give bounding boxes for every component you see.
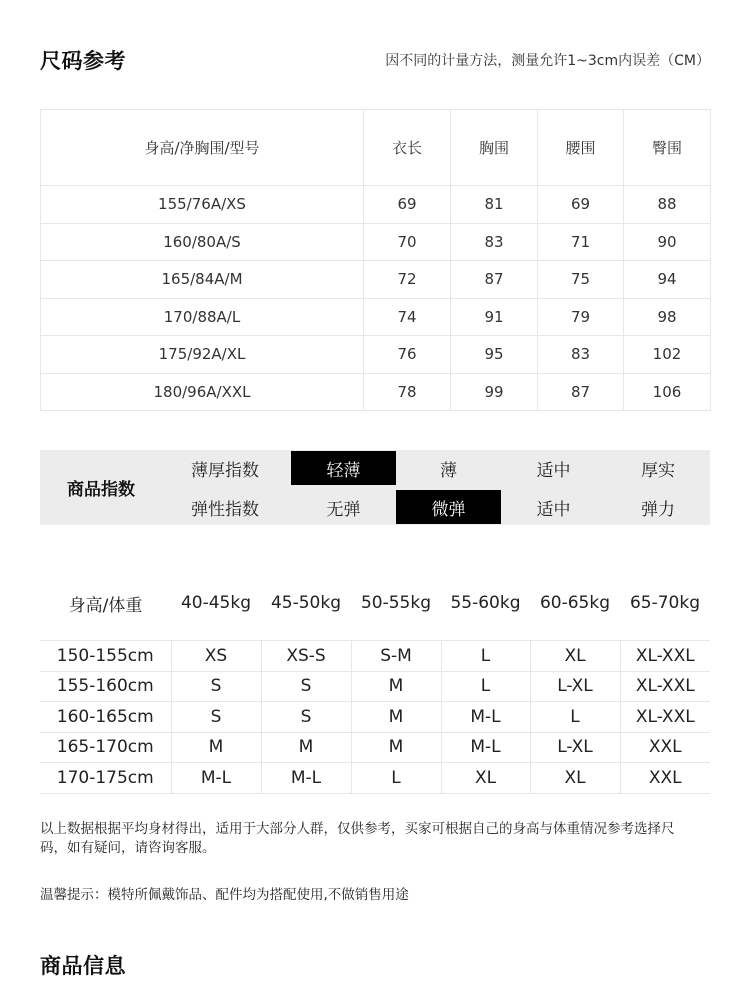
product-index <box>40 450 710 525</box>
measurement-note: 因不同的计量方法，测量允许1~3cm内误差（CM） <box>385 53 710 69</box>
hw-height-cell: 160-165cm <box>40 702 171 733</box>
hw-size-cell: L <box>530 702 620 733</box>
elasticity-option-slight: 微弹 <box>396 490 501 524</box>
table-cell: 87 <box>451 261 538 299</box>
hw-size-cell: XL-XXL <box>620 671 710 702</box>
thickness-index-row <box>40 451 710 487</box>
size-table <box>40 109 711 411</box>
table-cell: 87 <box>538 373 624 411</box>
table-cell: 106 <box>624 373 711 411</box>
table-row <box>41 223 711 261</box>
table-row <box>41 186 711 224</box>
hw-weight-header: 50-55kg <box>360 593 432 613</box>
table-row <box>41 261 711 299</box>
table-cell: 88 <box>624 186 711 224</box>
table-cell: 70 <box>364 223 451 261</box>
hw-size-cell: M-L <box>441 732 530 763</box>
size-table-header: 身高/净胸围/型号 <box>41 110 364 186</box>
table-row <box>41 336 711 374</box>
hw-size-cell: XL-XXL <box>620 641 710 672</box>
hw-size-cell: S-M <box>351 641 441 672</box>
table-cell: 95 <box>451 336 538 374</box>
hw-size-cell: L-XL <box>530 671 620 702</box>
table-cell: 76 <box>364 336 451 374</box>
hw-height-cell: 165-170cm <box>40 732 171 763</box>
size-disclaimer: 以上数据根据平均身材得出，适用于大部分人群，仅供参考，买家可根据自己的身高与体重情况参考选择尺码，如有疑问，请咨询客服。 <box>40 821 675 856</box>
hw-size-cell: S <box>261 702 351 733</box>
thickness-option-thick: 厚实 <box>641 460 675 481</box>
hw-size-cell: XXL <box>620 763 710 794</box>
hw-size-cell: L <box>351 763 441 794</box>
hw-size-cell: S <box>171 702 261 733</box>
table-cell: 102 <box>624 336 711 374</box>
thickness-option-thin: 薄 <box>440 460 457 481</box>
table-cell: 165/84A/M <box>41 261 364 299</box>
table-row <box>40 702 710 733</box>
elasticity-index-label: 弹性指数 <box>191 499 259 520</box>
table-row <box>40 732 710 763</box>
table-cell: 72 <box>364 261 451 299</box>
table-row <box>41 373 711 411</box>
elasticity-index-row <box>40 490 710 526</box>
hw-weight-header: 55-60kg <box>450 593 521 613</box>
hw-size-cell: M-L <box>171 763 261 794</box>
product-info-title: 商品信息 <box>40 954 126 978</box>
table-cell: 90 <box>624 223 711 261</box>
hw-size-cell: M <box>171 732 261 763</box>
hw-size-cell: S <box>171 671 261 702</box>
size-table-header: 腰围 <box>538 110 624 186</box>
hw-size-cell: XL <box>441 763 530 794</box>
thickness-index-label: 薄厚指数 <box>191 460 259 481</box>
hw-size-cell: XL <box>530 763 620 794</box>
hw-size-cell: M <box>261 732 351 763</box>
hw-size-cell: S <box>261 671 351 702</box>
hw-weight-header: 65-70kg <box>629 593 701 613</box>
table-cell: 91 <box>451 298 538 336</box>
hw-size-cell: M <box>351 702 441 733</box>
thickness-option-medium: 适中 <box>536 460 571 481</box>
size-table-header-row <box>41 110 711 186</box>
elasticity-option-none: 无弹 <box>326 499 361 520</box>
table-row <box>41 298 711 336</box>
table-cell: 83 <box>538 336 624 374</box>
hw-size-cell: XL <box>530 641 620 672</box>
table-cell: 83 <box>451 223 538 261</box>
table-cell: 71 <box>538 223 624 261</box>
elasticity-option-medium: 适中 <box>536 499 571 520</box>
table-cell: 98 <box>624 298 711 336</box>
hw-size-cell: M <box>351 732 441 763</box>
table-row <box>40 763 710 794</box>
hw-height-cell: 150-155cm <box>40 641 171 672</box>
hw-height-cell: 170-175cm <box>40 763 171 794</box>
model-accessory-tip: 温馨提示：模特所佩戴饰品、配件均为搭配使用,不做销售用途 <box>40 887 409 903</box>
table-cell: 94 <box>624 261 711 299</box>
height-weight-table <box>40 640 710 794</box>
hw-weight-header: 60-65kg <box>539 593 611 613</box>
size-table-header: 衣长 <box>364 110 451 186</box>
size-section-title: 尺码参考 <box>40 49 126 73</box>
size-table-header: 胸围 <box>451 110 538 186</box>
table-row <box>40 671 710 702</box>
table-cell: 69 <box>538 186 624 224</box>
hw-size-cell: M <box>351 671 441 702</box>
product-index-title: 商品指数 <box>67 480 135 500</box>
hw-size-cell: L-XL <box>530 732 620 763</box>
hw-size-cell: XS-S <box>261 641 351 672</box>
table-cell: 155/76A/XS <box>41 186 364 224</box>
hw-size-cell: M-L <box>441 702 530 733</box>
hw-size-cell: XL-XXL <box>620 702 710 733</box>
table-cell: 175/92A/XL <box>41 336 364 374</box>
table-cell: 69 <box>364 186 451 224</box>
table-cell: 170/88A/L <box>41 298 364 336</box>
hw-height-cell: 155-160cm <box>40 671 171 702</box>
table-cell: 79 <box>538 298 624 336</box>
hw-size-cell: L <box>441 671 530 702</box>
hw-weight-header: 45-50kg <box>270 593 342 613</box>
hw-size-cell: XS <box>171 641 261 672</box>
hw-corner-label: 身高/体重 <box>68 595 143 616</box>
hw-size-cell: L <box>441 641 530 672</box>
hw-size-cell: M-L <box>261 763 351 794</box>
elasticity-option-stretch: 弹力 <box>641 499 675 520</box>
table-cell: 180/96A/XXL <box>41 373 364 411</box>
hw-weight-header: 40-45kg <box>180 593 252 613</box>
table-cell: 99 <box>451 373 538 411</box>
hw-size-cell: XXL <box>620 732 710 763</box>
table-cell: 75 <box>538 261 624 299</box>
table-cell: 78 <box>364 373 451 411</box>
size-table-header: 臀围 <box>624 110 711 186</box>
table-cell: 81 <box>451 186 538 224</box>
table-cell: 74 <box>364 298 451 336</box>
thickness-option-light: 轻薄 <box>291 451 396 485</box>
table-row <box>40 641 710 672</box>
table-cell: 160/80A/S <box>41 223 364 261</box>
